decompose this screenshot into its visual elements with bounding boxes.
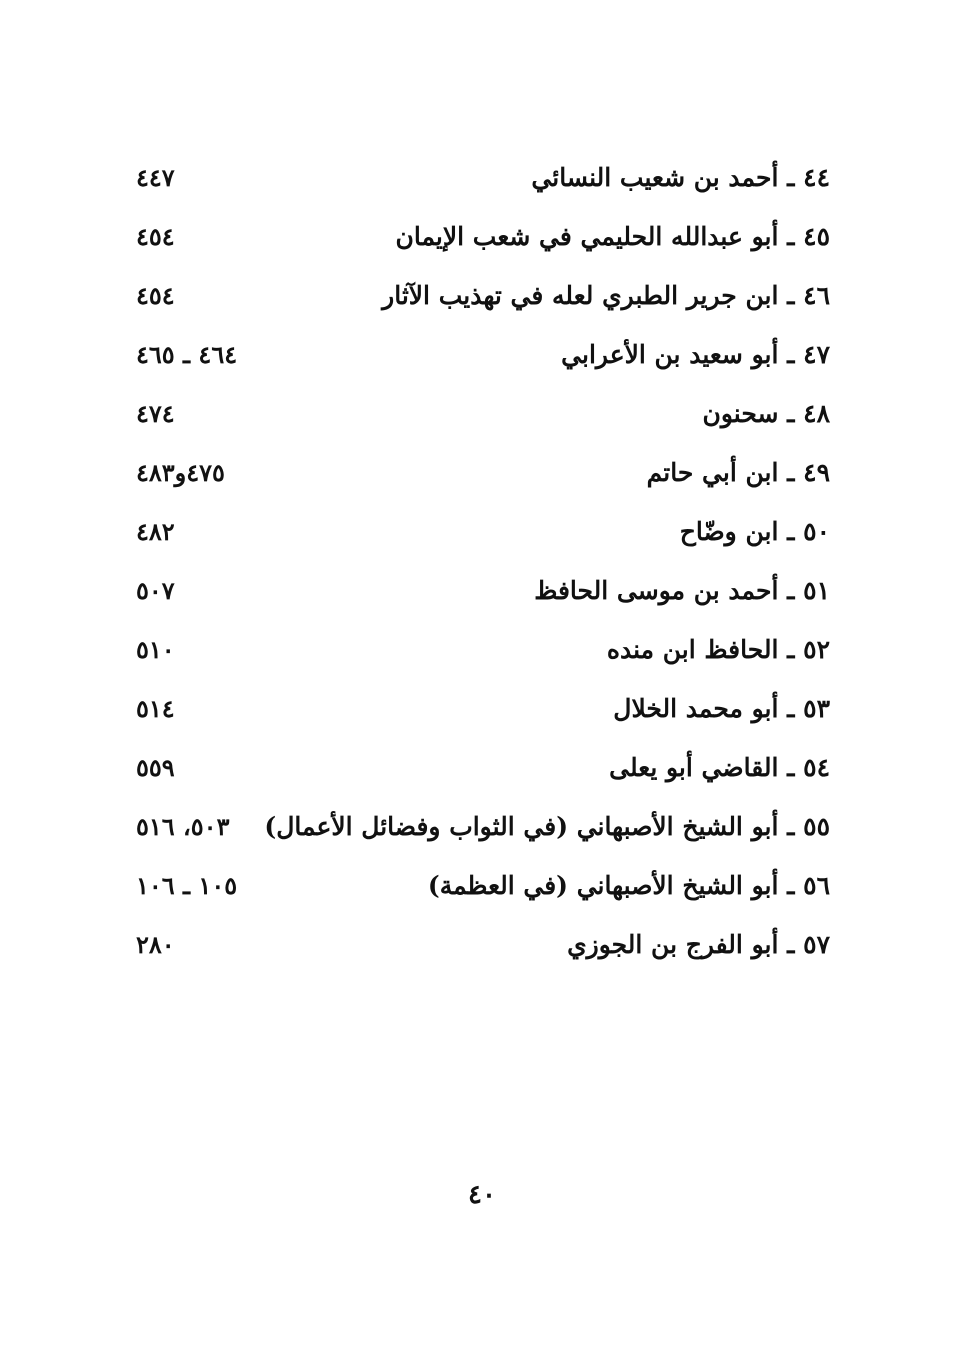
entry-title: ٥٠ ـ ابن وضّاح [679,517,830,546]
entry-pages: ٢٨٠ [136,930,175,959]
entry-title: ٥٥ ـ أبو الشيخ الأصبهاني (في الثواب وفضائل الأعمال) [264,812,830,841]
entry-title: ٥٣ ـ أبو محمد الخلال [613,694,830,723]
entry-pages: ٤٤٧ [136,163,175,192]
entry-title: ٥٦ ـ أبو الشيخ الأصبهاني (في العظمة) [427,871,830,900]
entry-pages: ١٠٥ ـ ١٠٦ [136,871,238,900]
entry-title: ٥٢ ـ الحافظ ابن منده [606,635,830,664]
table-of-contents [130,150,830,976]
list-item [130,209,830,268]
entry-title: ٥٤ ـ القاضي أبو يعلى [609,753,830,782]
list-item [130,917,830,976]
entry-title: ٥٧ ـ أبو الفرج بن الجوزي [567,930,830,959]
entry-title: ٤٦ ـ ابن جرير الطبري لعله في تهذيب الآثار [382,281,830,310]
entry-title: ٤٩ ـ ابن أبي حاتم [646,458,830,487]
entry-title: ٤٥ ـ أبو عبدالله الحليمي في شعب الإيمان [395,222,830,251]
list-item [130,681,830,740]
entry-title: ٤٤ ـ أحمد بن شعيب النسائي [531,163,830,192]
entry-pages: ٥٠٧ [136,576,175,605]
list-item [130,327,830,386]
entry-pages: ٤٦٤ ـ ٤٦٥ [136,340,238,369]
list-item [130,504,830,563]
entry-pages: ٥١٠ [136,635,175,664]
entry-title: ٤٧ ـ أبو سعيد بن الأعرابي [561,340,830,369]
entry-pages: ٤٨٢ [136,517,175,546]
list-item [130,858,830,917]
list-item [130,445,830,504]
list-item [130,563,830,622]
entry-pages: ٤٥٤ [136,281,175,310]
list-item [130,268,830,327]
entry-pages: ٥٥٩ [136,753,175,782]
entry-pages: ٤٥٤ [136,222,175,251]
entry-pages: ٤٧٤ [136,399,175,428]
entry-pages: ٤٧٥و٤٨٣ [136,458,225,487]
list-item [130,386,830,445]
entry-pages: ٥١٤ [136,694,175,723]
entry-pages: ٥٠٣، ٥١٦ [136,812,230,841]
entry-title: ٤٨ ـ سحنون [702,399,830,428]
list-item [130,740,830,799]
list-item [130,150,830,209]
page-number: ٤٠ [468,1180,496,1210]
entry-title: ٥١ ـ أحمد بن موسى الحافظ [534,576,830,605]
list-item [130,622,830,681]
list-item [130,799,830,858]
